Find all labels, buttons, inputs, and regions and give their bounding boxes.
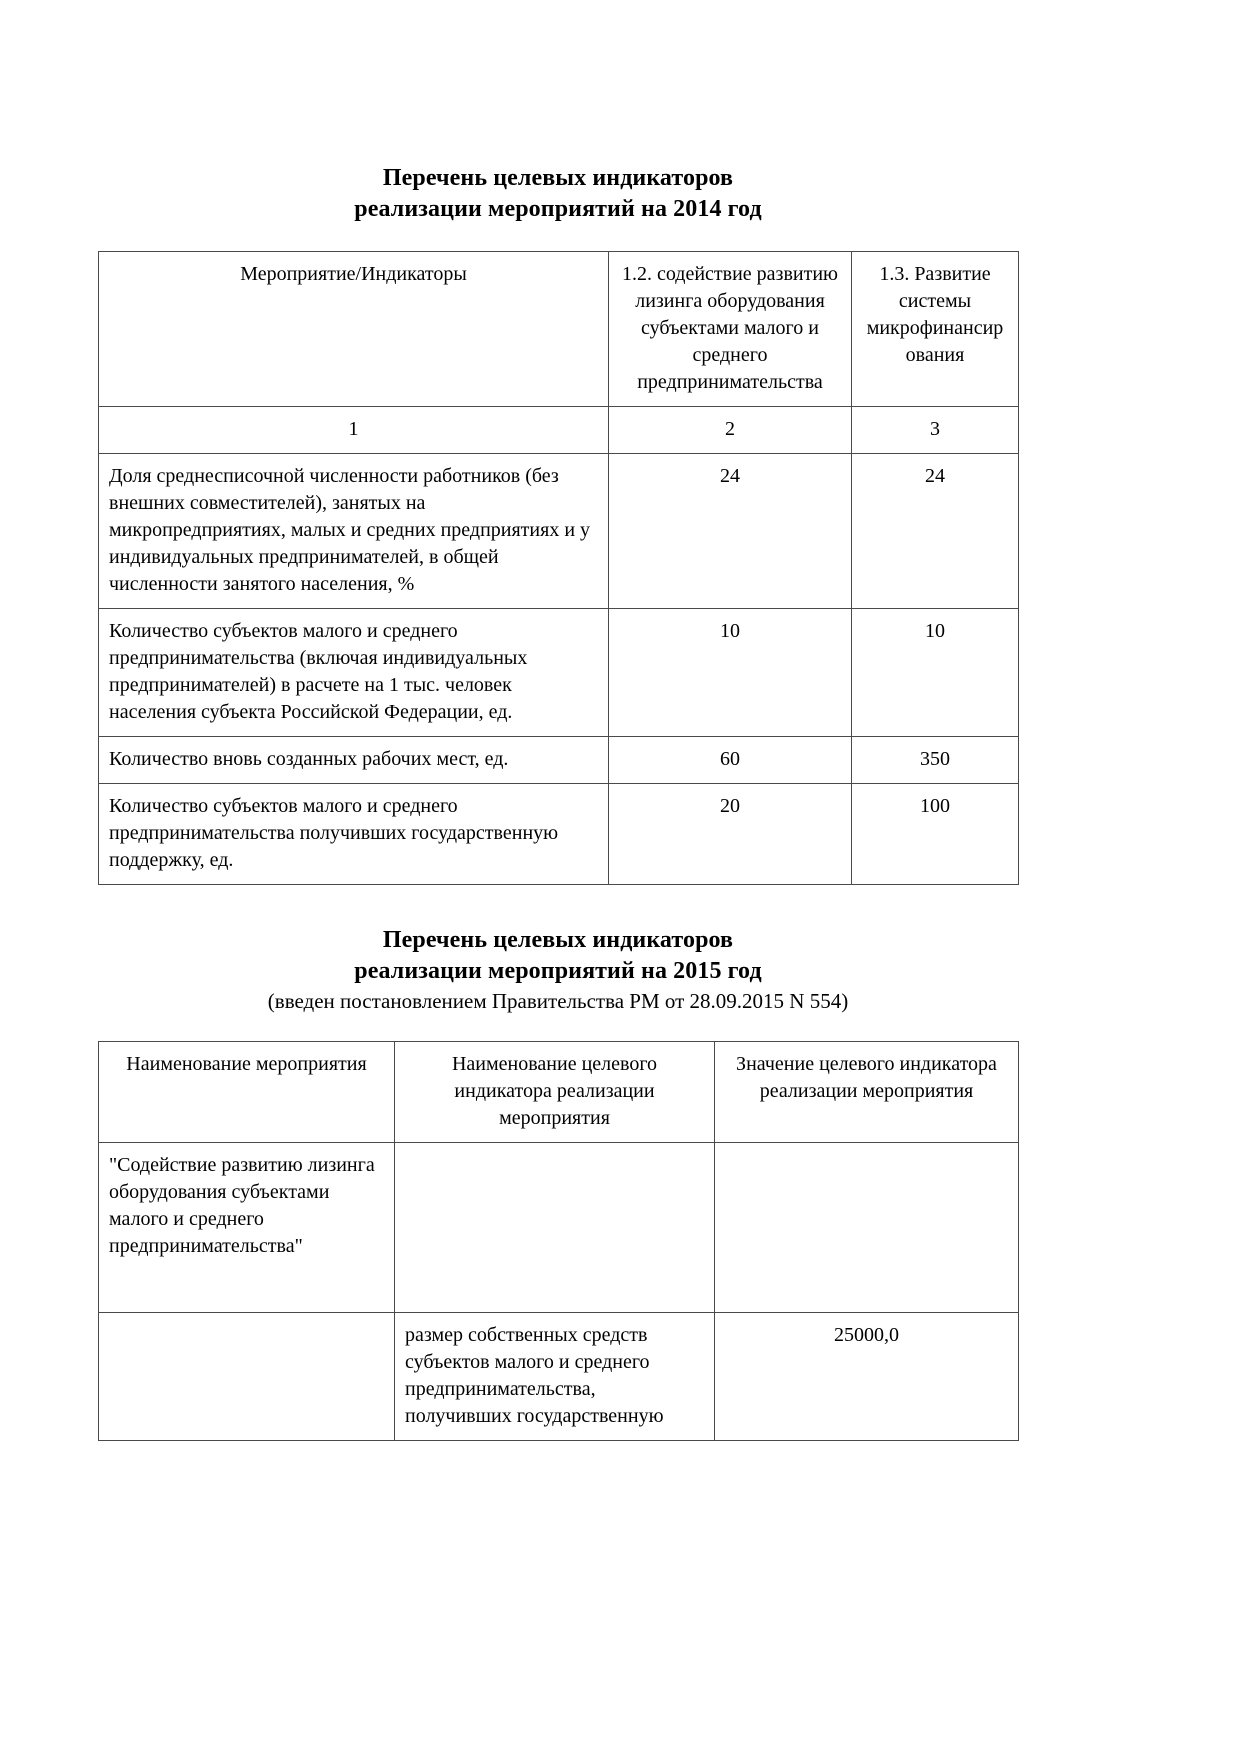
section-subtitle-2015: (введен постановлением Правительства РМ от 28.09.2015 N 554): [267, 989, 849, 1013]
row-value-microfinance: 24: [852, 454, 1019, 609]
row-indicator-value: 25000,0: [715, 1313, 1019, 1441]
title-2014-line-1: Перечень целевых индикаторов: [382, 165, 734, 191]
header-cell-microfinance: 1.3. Развитие системы микрофинансир ования: [852, 252, 1019, 407]
row-indicator-label: Количество субъектов малого и среднего предпринимательства получивших государственную поддержку, ед.: [99, 784, 609, 885]
row-measure-name: [99, 1313, 395, 1441]
title-2015-line-1: Перечень целевых индикаторов: [382, 927, 734, 953]
header-cell-measure-name: Наименование мероприятия: [99, 1042, 395, 1143]
header-cell-leasing: 1.2. содействие развитию лизинга оборудования субъектами малого и среднего предпринимательства: [609, 252, 852, 407]
column-number-2: 2: [609, 407, 852, 454]
header-cell-measure: Мероприятие/Индикаторы: [99, 252, 609, 407]
column-number-3: 3: [852, 407, 1019, 454]
row-indicator-name: размер собственных средств субъектов малого и среднего предпринимательства, получивших государственную: [395, 1313, 715, 1441]
row-value-leasing: 60: [609, 737, 852, 784]
row-indicator-label: Количество субъектов малого и среднего предпринимательства (включая индивидуальных предпринимателей) в расчете на 1 тыс. человек населения субъекта Российской Федерации, ед.: [99, 609, 609, 737]
document-content: [98, 0, 1018, 1441]
table-numbering-row: [99, 407, 1019, 454]
row-indicator-label: Доля среднесписочной численности работников (без внешних совместителей), занятых на микропредприятиях, малых и средних предприятиях и у индивидуальных предпринимателей, в общей численности занятого населения, %: [99, 454, 609, 609]
row-indicator-value: [715, 1143, 1019, 1313]
table-row: [99, 784, 1019, 885]
section-title-2014: [98, 163, 1018, 225]
header-cell-indicator-value: Значение целевого индикатора реализации мероприятия: [715, 1042, 1019, 1143]
table-row: [99, 1313, 1019, 1441]
header-cell-indicator-name: Наименование целевого индикатора реализации мероприятия: [395, 1042, 715, 1143]
row-value-leasing: 20: [609, 784, 852, 885]
row-value-leasing: 10: [609, 609, 852, 737]
title-2014-line-2: реализации мероприятий на 2014 год: [354, 196, 762, 222]
row-indicator-name: [395, 1143, 715, 1313]
table-row: [99, 1143, 1019, 1313]
title-table-gap-2015: [98, 1015, 1018, 1041]
top-spacer: [98, 0, 1018, 163]
row-value-leasing: 24: [609, 454, 852, 609]
table-row: [99, 454, 1019, 609]
section-title-2015: [98, 925, 1018, 987]
row-value-microfinance: 10: [852, 609, 1019, 737]
title-2015-line-2: реализации мероприятий на 2015 год: [354, 958, 762, 984]
indicators-table-2015: [98, 1041, 1019, 1441]
table-row: [99, 609, 1019, 737]
row-value-microfinance: 350: [852, 737, 1019, 784]
table-row: [99, 737, 1019, 784]
indicators-table-2014: [98, 251, 1019, 885]
row-measure-name: "Содействие развитию лизинга оборудования субъектами малого и среднего предпринимательства": [99, 1143, 395, 1313]
table-header-row: [99, 252, 1019, 407]
row-indicator-label: Количество вновь созданных рабочих мест, ед.: [99, 737, 609, 784]
row-value-microfinance: 100: [852, 784, 1019, 885]
block-gap: [98, 885, 1018, 925]
table-header-row: [99, 1042, 1019, 1143]
title-table-gap-2014: [98, 225, 1018, 251]
column-number-1: 1: [99, 407, 609, 454]
